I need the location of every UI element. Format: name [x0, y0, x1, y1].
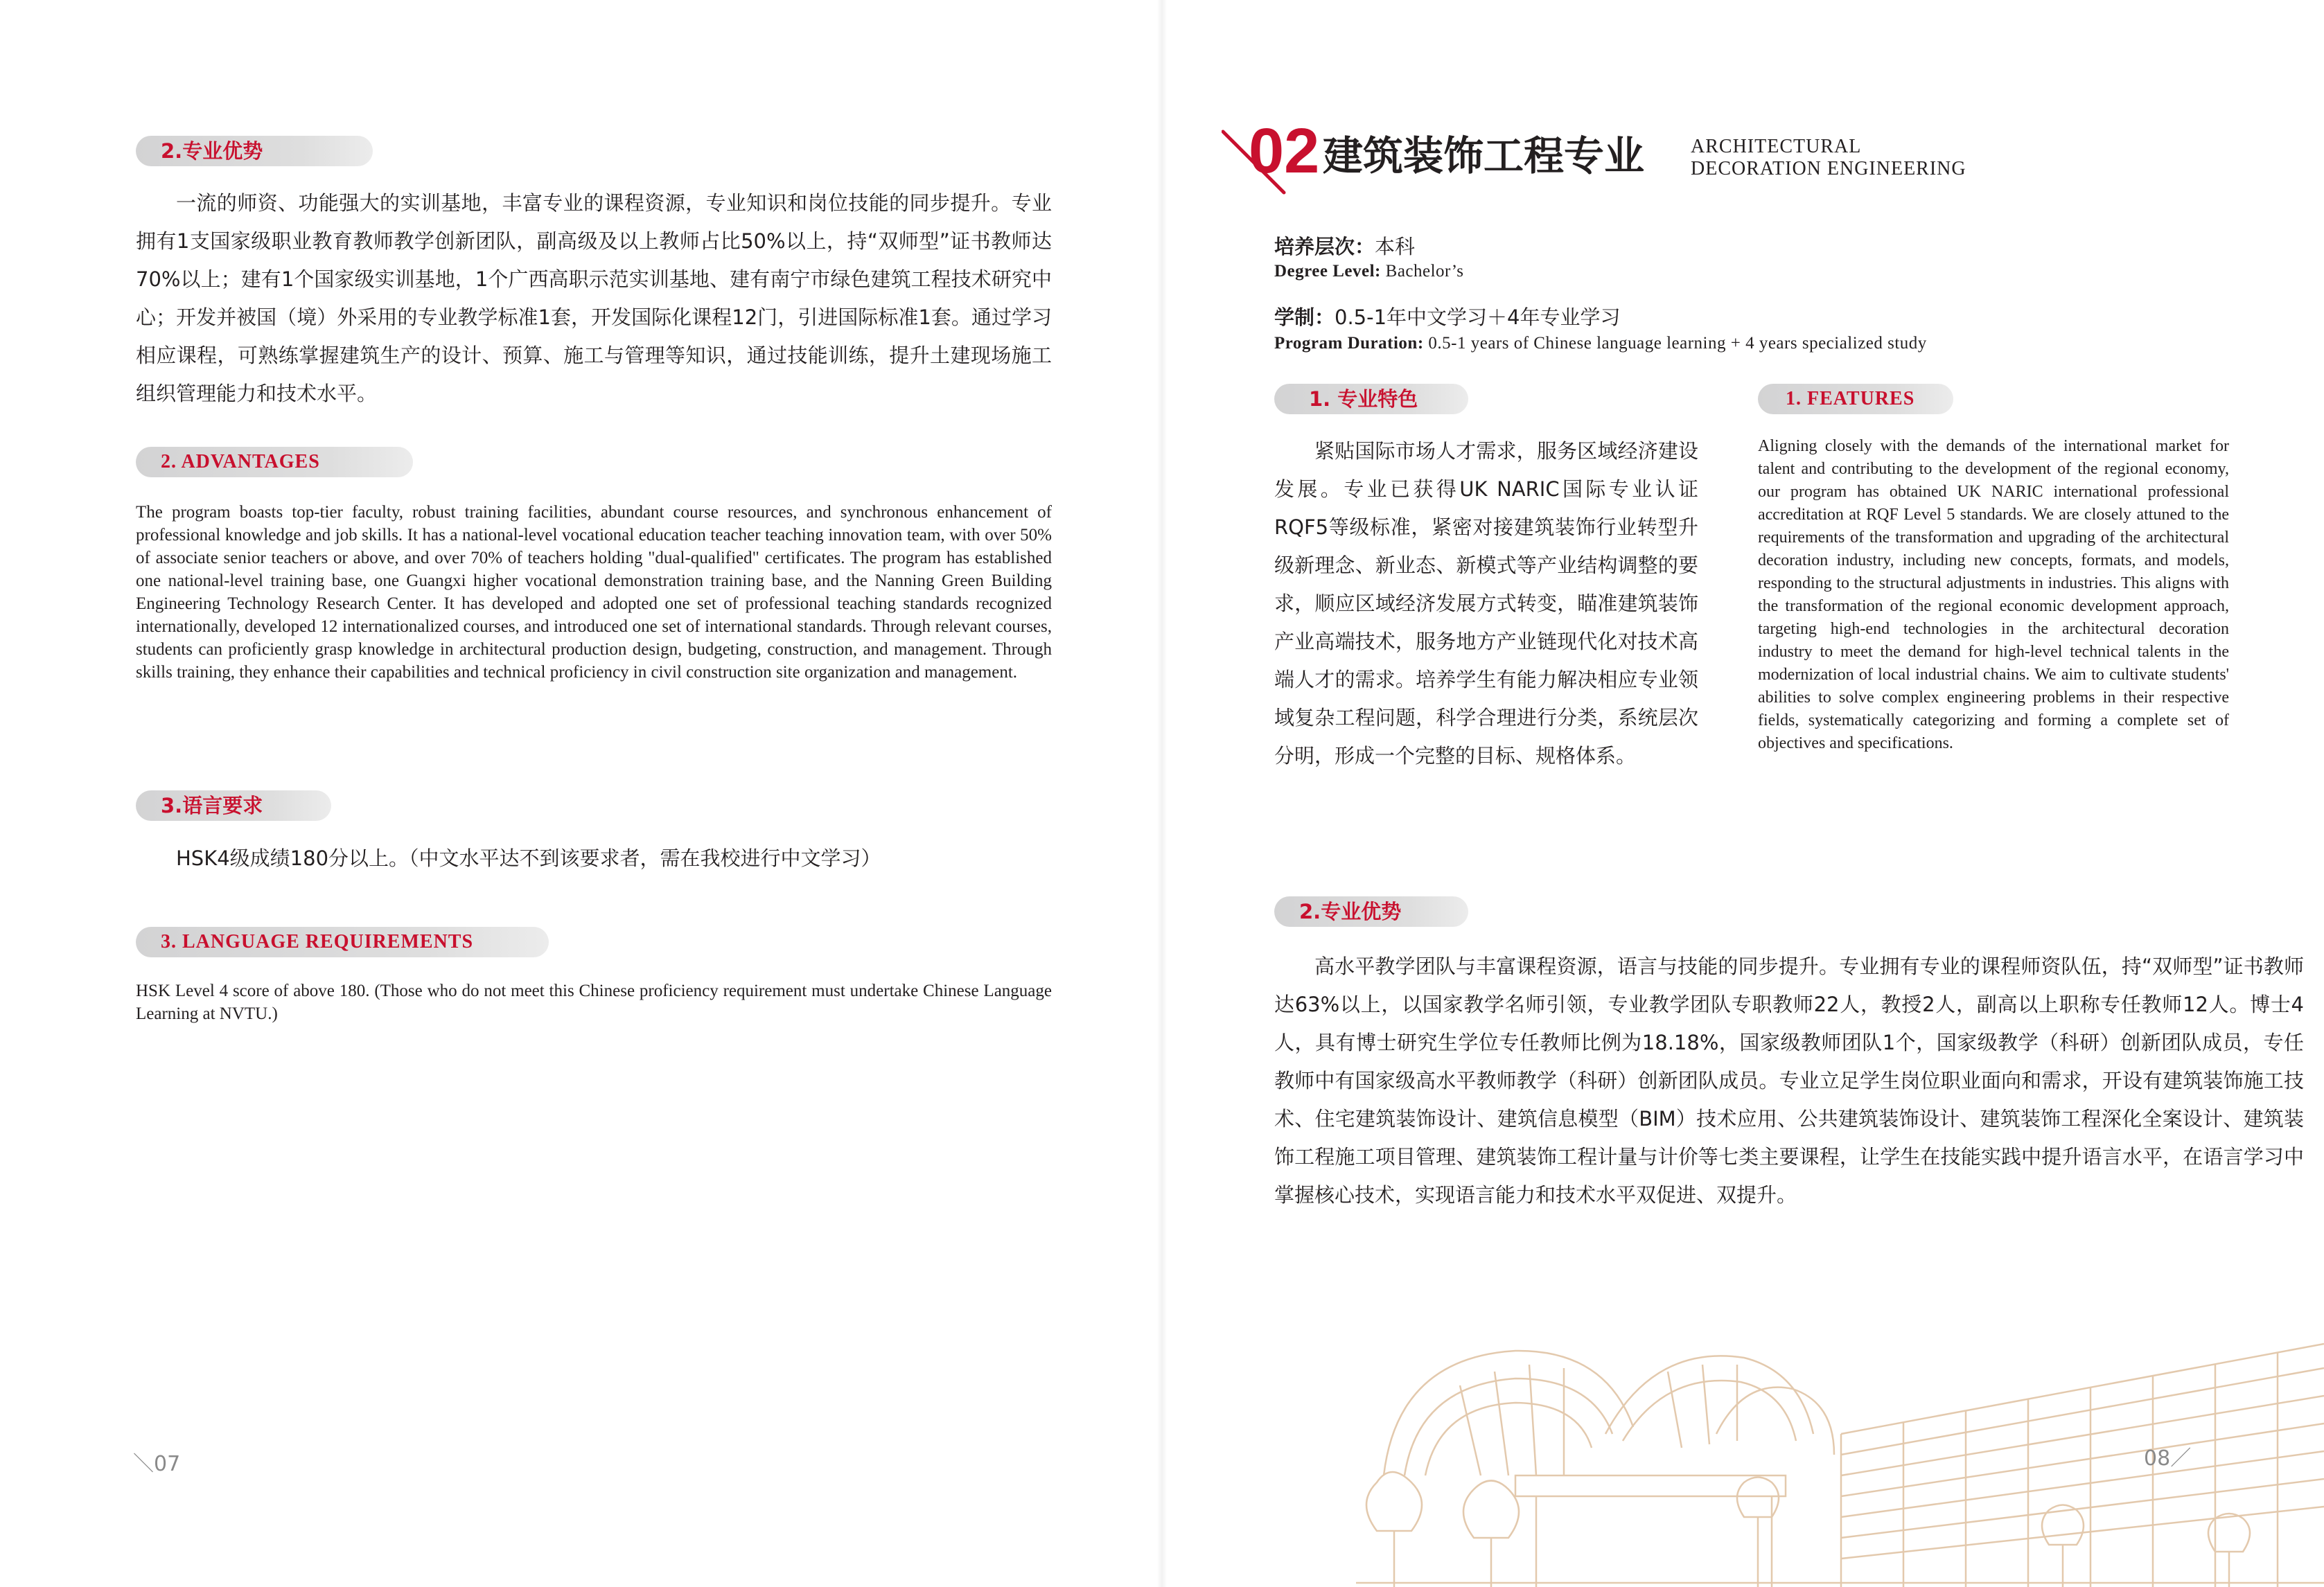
campus-building-illustration — [1356, 1268, 2324, 1587]
program-title-en-line2: DECORATION ENGINEERING — [1691, 158, 1966, 179]
program-duration-zh — [1274, 302, 1621, 330]
program-duration-zh-value: 0.5-1年中文学习＋4年专业学习 — [1335, 305, 1621, 329]
section-heading-label: 1. FEATURES — [1786, 388, 1915, 409]
section-heading-advantages-en — [136, 447, 413, 477]
advantages-zh-paragraph: 一流的师资、功能强大的实训基地，丰富专业的课程资源，专业知识和岗位技能的同步提升。专业拥有1支国家级职业教育教师教学创新团队，副高级及以上教师占比50%以上，持“双师型”证书教师达70%以上；建有1个国家级实训基地，1个广西高职示范实训基地、建有南宁市绿色建筑工程技术研究中心；开发并被国（境）外采用的专业教学标准1套，开发国际化课程12门，引进国际标准1套。通过学习相应课程，可熟练掌握建筑生产的设计、预算、施工与管理等知识，通过技能训练，提升土建现场施工组织管理能力和技术水平。 — [136, 191, 1052, 405]
right-page — [1162, 0, 2324, 1587]
section-heading-advantages-zh — [136, 136, 373, 166]
section-heading-label: 2. ADVANTAGES — [161, 451, 320, 472]
page-number-slash: ／ — [2170, 1446, 2192, 1471]
features-zh-paragraph: 紧贴国际市场人才需求，服务区域经济建设发展。专业已获得UK NARIC国际专业认证RQF5等级标准，紧密对接建筑装饰行业转型升级新理念、新业态、新模式等产业结构调整的要求，顺应区域经济发展方式转变，瞄准建筑装饰产业高端技术，服务地方产业链现代化对技术高端人才的需求。培养学生有能力解决相应专业领域复杂工程问题，科学合理进行分类，系统层次分明，形成一个完整的目标、规格体系。 — [1274, 439, 1698, 768]
advantages-en-paragraph: The program boasts top-tier faculty, robust training facilities, abundant course resources, and synchronous enhancement of professional knowledge and job skills. It has a national-level vocational education teacher teaching innovation team, with over 50% of associate senior teachers or above, and over 70% of teachers holding "dual-qualified" certificates. The program has established one national-level training base, one Guangxi higher vocational demonstration training base, and the Nanning Green Building Engineering Technology Research Center. It has developed and adopted one set of professional teaching standards recognized internationally, developed 12 internationalized courses, and introduced one set of international standards. Through relevant courses, students can proficiently grasp knowledge in architectural production design, budgeting, construction, and management. Through skills training, they enhance their capabilities and technical proficiency in civil construction site organization and management. — [136, 503, 1052, 682]
section-heading-language-en — [136, 927, 549, 957]
degree-level-zh-label: 培养层次： — [1274, 235, 1375, 258]
section-heading-advantages-zh — [1274, 896, 1468, 927]
degree-level-en-label: Degree Level: — [1274, 262, 1381, 281]
section-heading-label: 2.专业优势 — [161, 139, 263, 163]
program-title-en — [1691, 136, 1966, 180]
program-title-en-line1: ARCHITECTURAL — [1691, 136, 1862, 157]
page-number-value: 08 — [2144, 1446, 2171, 1471]
section-heading-features-en — [1758, 384, 1953, 414]
section-heading-language-zh — [136, 790, 331, 821]
program-number: 02 — [1249, 116, 1320, 186]
program-duration-en — [1274, 334, 1927, 353]
language-en-paragraph: HSK Level 4 score of above 180. (Those who do not meet this Chinese proficiency requirement must undertake Chinese Language Learning at NVTU.) — [136, 982, 1052, 1023]
program-title: 建筑装饰工程专业 — [1323, 132, 1645, 179]
program-duration-zh-label: 学制： — [1274, 305, 1335, 329]
section-heading-features-zh — [1274, 384, 1468, 414]
page-number-right — [2144, 1441, 2191, 1471]
features-en-paragraph: Aligning closely with the demands of the international market for talent and contributing to the development of the regional economy, our program has obtained UK NARIC international professional accreditation at RQF Level 5 standards. We are closely attuned to the requirements of the transformation and upgrading of the architectural decoration industry, including new concepts, formats, and models, responding to the structural adjustments in industries. This aligns with the transformation of the regional economic development approach, targeting high-end technologies in the architectural decoration industry to meet the demand for high-level technical talents in the modernization of local industrial chains. We aim to cultivate students' abilities to solve complex engineering problems in their respective fields, systematically categorizing and forming a complete set of objectives and specifications. — [1758, 437, 2229, 752]
program-duration-en-label: Program Duration: — [1274, 334, 1424, 353]
degree-level-en — [1274, 262, 1463, 281]
page-number-value: 07 — [154, 1452, 181, 1476]
degree-level-en-value: Bachelor’s — [1380, 262, 1464, 281]
language-zh-paragraph: HSK4级成绩180分以上。（中文水平达不到该要求者，需在我校进行中文学习） — [176, 846, 881, 870]
section-heading-label: 3. LANGUAGE REQUIREMENTS — [161, 931, 474, 952]
degree-level-zh-value: 本科 — [1375, 235, 1416, 258]
section-heading-label: 1. 专业特色 — [1309, 387, 1418, 411]
section-heading-label: 3.语言要求 — [161, 794, 263, 817]
program-duration-en-value: 0.5-1 years of Chinese language learning + 4 years specialized study — [1423, 334, 1927, 353]
section-heading-label: 2.专业优势 — [1299, 900, 1402, 923]
page-number-left — [133, 1446, 180, 1477]
degree-level-zh — [1274, 231, 1415, 260]
page-number-slash: ＼ — [133, 1452, 154, 1476]
advantages-zh-paragraph: 高水平教学团队与丰富课程资源，语言与技能的同步提升。专业拥有专业的课程师资队伍，持“双师型”证书教师达63%以上，以国家教学名师引领，专业教学团队专职教师22人，教授2人，副高以上职称专任教师12人。博士4人，具有博士研究生学位专任教师比例为18.18%，国家级教师团队1个，国家级教学（科研）创新团队成员，专任教师中有国家级高水平教师教学（科研）创新团队成员。专业立足学生岗位职业面向和需求，开设有建筑装饰施工技术、住宅建筑装饰设计、建筑信息模型（BIM）技术应用、公共建筑装饰设计、建筑装饰工程深化全案设计、建筑装饰工程施工项目管理、建筑装饰工程计量与计价等七类主要课程，让学生在技能实践中提升语言水平，在语言学习中掌握核心技术，实现语言能力和技术水平双促进、双提升。 — [1274, 955, 2304, 1207]
